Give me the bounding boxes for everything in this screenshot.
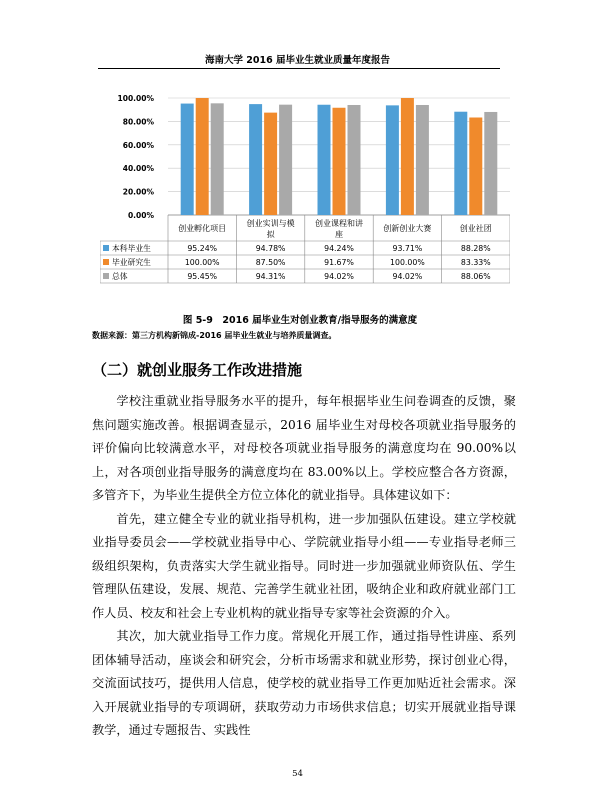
section-title: （二）就创业服务工作改进措施 (92, 361, 303, 379)
bar (401, 98, 414, 215)
data-label: 94.24% (324, 244, 354, 253)
category-label: 创业实训与模 (246, 219, 295, 228)
bar (416, 105, 429, 215)
y-tick-label: 60.00% (122, 140, 154, 150)
data-label: 94.02% (392, 272, 423, 281)
data-label: 95.24% (187, 244, 218, 253)
legend-label: 毕业研究生 (112, 258, 151, 267)
running-header: 海南大学 2016 届毕业生就业质量年度报告 (204, 55, 391, 66)
category-label: 创新创业大赛 (383, 224, 432, 233)
page-number: 54 (292, 769, 303, 779)
paragraph: 其次，加大就业指导工作力度。常规化开展工作，通过指导性讲座、系列团体辅导活动，座谈会和研究会，分析市场需求和就业形势，探讨创业心得，交流面试技巧，提供用人信息，使学校的就业指导工作更加贴近社会需求。深入开展就业指导的专项调研，获取劳动力市场供求信息；切实开展就业指导课教学，通过专题报告、实践性 (92, 629, 516, 737)
category-label-cont: 拟 (266, 230, 275, 239)
legend-swatch (103, 259, 109, 265)
data-label: 88.06% (460, 272, 491, 281)
figure-caption: 图 5-9 2016 届毕业生对创业教育/指导服务的满意度 (182, 315, 418, 326)
paragraph: 学校注重就业指导服务水平的提升，每年根据毕业生问卷调查的反馈，聚焦问题实施改善。根据调查显示，2016 届毕业生对母校各项就业指导服务的评价偏向比较满意水平，对母校各项就业指导服务的满意度均在 90.00%以上，对各项创业指导服务的满意度均在 83.00%以上。学校应整合各方资源，多管齐下，为毕业生提供全方位立体化的就业指导。具体建议如下： (92, 394, 516, 502)
y-tick-label: 80.00% (122, 117, 154, 127)
bar (469, 118, 482, 215)
bar (318, 105, 331, 215)
y-tick-label: 100.00% (117, 94, 154, 103)
data-label: 93.71% (392, 244, 423, 253)
data-label: 100.00% (184, 258, 220, 267)
data-label: 88.28% (460, 244, 491, 253)
bar (196, 98, 209, 215)
legend-swatch (103, 245, 109, 251)
bar (279, 105, 292, 215)
bar (484, 112, 497, 215)
category-label-cont: 座 (335, 230, 343, 239)
category-label: 创业社团 (459, 224, 492, 233)
paragraph: 首先，建立健全专业的就业指导机构，进一步加强队伍建设。建立学校就业指导委员会——学校就业指导中心、学院就业指导小组——专业指导老师三级组织架构，负责落实大学生就业指导。同时进一步加强就业师资队伍、学生管理队伍建设，发展、规范、完善学生就业社团，吸纳企业和政府就业部门工作人员、校友和社会上专业机构的就业指导专家等社会资源的介入。 (92, 511, 516, 620)
bar (454, 112, 467, 215)
y-tick-label: 0.00% (127, 211, 154, 220)
data-label: 91.67% (324, 258, 354, 267)
data-label: 94.78% (255, 244, 286, 253)
body-text (92, 390, 516, 743)
bar (264, 113, 277, 215)
bar (249, 104, 262, 215)
bar (211, 103, 224, 215)
legend-swatch (103, 273, 109, 279)
legend-label: 本科毕业生 (112, 244, 151, 253)
data-label: 95.45% (187, 272, 218, 281)
data-label: 100.00% (390, 258, 425, 267)
data-label: 87.50% (255, 258, 286, 267)
bar (333, 108, 346, 215)
data-label: 94.02% (324, 272, 354, 281)
category-label: 创业课程和讲 (315, 219, 363, 228)
satisfaction-bar-chart (100, 88, 510, 293)
y-tick-label: 20.00% (122, 187, 154, 197)
bar (181, 104, 194, 215)
data-label: 94.31% (255, 272, 286, 281)
legend-label: 总体 (112, 272, 128, 281)
y-tick-label: 40.00% (122, 164, 154, 174)
figure-source: 数据来源：第三方机构新锦成-2016 届毕业生就业与培养质量调查。 (92, 331, 337, 340)
bar (386, 105, 399, 215)
header-rule (98, 68, 500, 69)
data-label: 83.33% (460, 258, 491, 267)
bar (348, 105, 361, 215)
category-label: 创业孵化项目 (178, 224, 227, 233)
